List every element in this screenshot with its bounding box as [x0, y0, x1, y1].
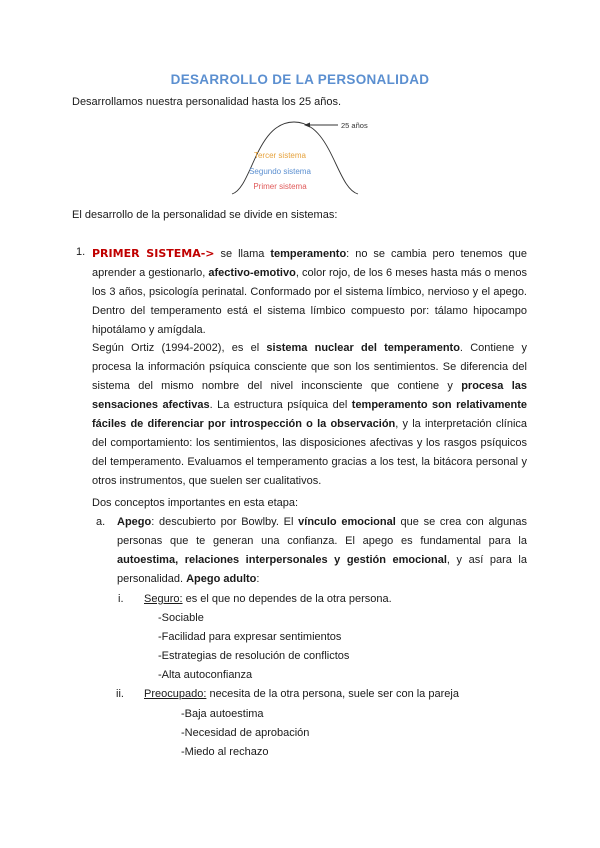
sub-i-label: Seguro:	[144, 593, 183, 605]
item1-paragraph2	[92, 339, 527, 491]
bold-run: procesa las sensaciones afectivas	[92, 380, 527, 411]
item1-paragraph3: Dos conceptos importantes en esta etapa:	[92, 497, 299, 509]
item1-heading: PRIMER SISTEMA->	[92, 247, 215, 260]
text-run: Según Ortiz (1994-2002), es el	[92, 342, 267, 354]
peak-arrowhead	[304, 123, 310, 128]
text-run: : no se cambia pero tenemos que aprender a gestionarlo,	[92, 248, 527, 279]
bold-run: autoestima, relaciones interpersonales y gestión emocional	[117, 554, 447, 566]
bold-run: Apego	[117, 516, 152, 528]
item-number: 1.	[76, 246, 86, 258]
systems-intro: El desarrollo de la personalidad se divide en sistemas:	[72, 209, 338, 221]
list-item: -Miedo al rechazo	[181, 746, 269, 758]
bold-run: temperamento	[270, 248, 347, 260]
list-item: -Alta autoconfianza	[158, 669, 253, 681]
bold-run: vínculo emocional	[298, 516, 396, 528]
sub-a-marker: a.	[96, 516, 106, 528]
text-run: se llama	[214, 248, 271, 260]
sub-i-marker: i.	[118, 593, 124, 605]
sub-ii-text: necesita de la otra persona, suele ser con la pareja	[206, 688, 459, 700]
intro-text: Desarrollamos nuestra personalidad hasta los 25 años.	[72, 96, 342, 108]
list-item: -Facilidad para expresar sentimientos	[158, 631, 342, 643]
list-item: -Sociable	[158, 612, 204, 624]
personality-curve-diagram	[230, 118, 380, 196]
sub-ii-label: Preocupado:	[144, 688, 207, 700]
sub-i-line	[144, 590, 392, 609]
sub-ii-line	[144, 685, 459, 704]
peak-label: 25 años	[341, 121, 368, 130]
third-system-label: Tercer sistema	[253, 151, 307, 160]
text-run: : descubierto por Bowlby. El	[151, 516, 299, 528]
second-system-label: Segundo sistema	[249, 167, 311, 176]
text-run: . Contiene y procesa la información psíquica consciente que son los sentimientos. Se diferencia del sistema del mismo nombre del nivel inconsciente que contiene y	[92, 342, 527, 392]
bold-run: afectivo-emotivo	[208, 267, 296, 279]
text-run: :	[256, 573, 260, 585]
sub-ii-marker: ii.	[116, 688, 124, 700]
list-item: -Baja autoestima	[181, 708, 264, 720]
list-item: -Estrategias de resolución de conflictos	[158, 650, 350, 662]
text-run: , color rojo, de los 6 meses hasta más o menos los 3 años, psicología perinatal. Conformado por el sistema límbico, nervioso y el apego. Dentro del temperamento está el sistema límbico compuesto por: tálamo hipocampo hipotálamo y amígdala.	[92, 267, 528, 336]
text-run: que se crea con algunas personas que te generan una confianza. El apego es fundamental para la	[117, 516, 528, 547]
sub-i-text: es el que no dependes de la otra persona.	[182, 593, 392, 605]
bold-run: sistema nuclear del temperamento	[266, 342, 460, 354]
bold-run: temperamento son relativamente fáciles de diferenciar por introspección o la observación	[92, 399, 527, 430]
text-run: . La estructura psíquica del	[209, 399, 352, 411]
first-system-label: Primer sistema	[253, 182, 307, 191]
text-run: , y así para la personalidad.	[117, 554, 527, 585]
list-item: -Necesidad de aprobación	[181, 727, 310, 739]
bold-run: Apego adulto	[186, 573, 257, 585]
sub-a-paragraph	[117, 513, 527, 589]
page-title: DESARROLLO DE LA PERSONALIDAD	[170, 72, 430, 87]
item1-paragraph1	[92, 244, 527, 340]
text-run: , y la interpretación clínica del comportamiento: los sentimientos, las disposiciones afectivas y los rasgos psíquicos del temperamento. Evaluamos el temperamento gracias a los test, la bitácora personal y otros instrumentos, que suelen ser cualitativos.	[92, 418, 528, 487]
